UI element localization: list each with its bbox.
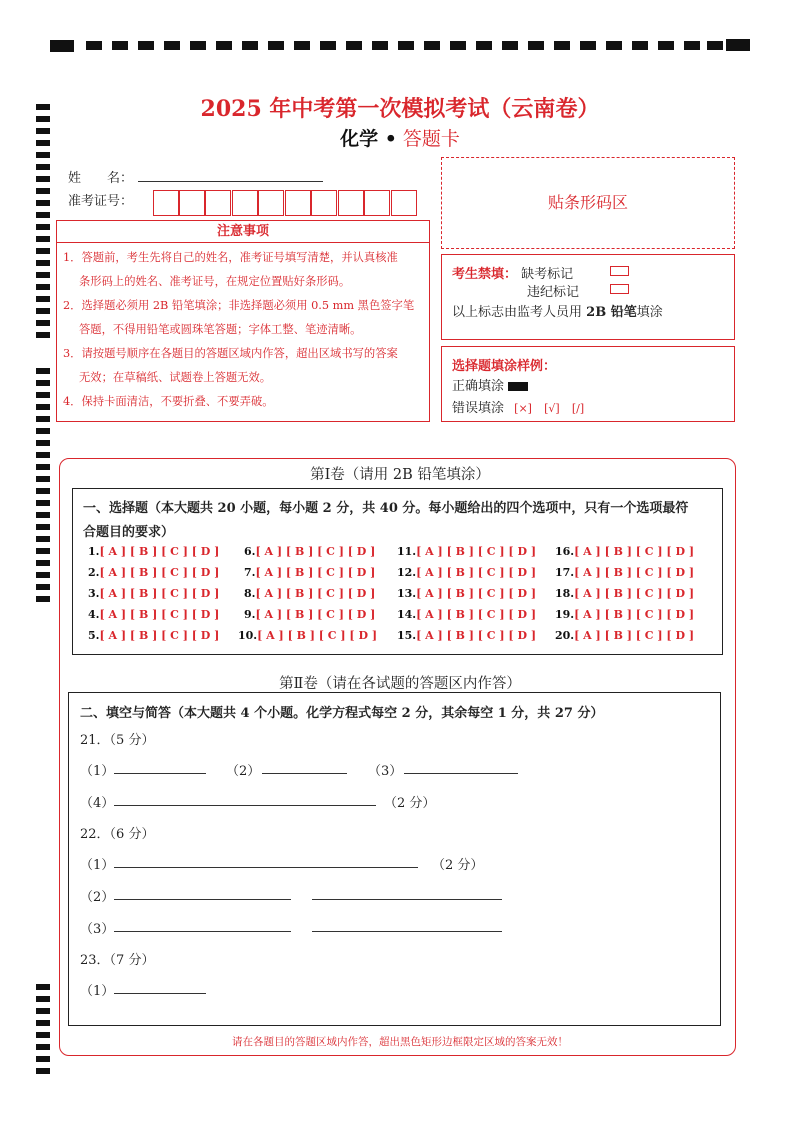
exam-id-label: 准考证号： — [68, 194, 134, 209]
q22-blank1-score: （2 分） — [432, 858, 484, 873]
question-row[interactable]: 2.[ A ] [ B ] [ C ] [ D ] — [88, 566, 220, 579]
q21-blank4[interactable] — [114, 805, 376, 806]
fill-section-desc: （本大题共 4 个小题。化学方程式每空 2 分，其余每空 1 分，共 27 分） — [171, 706, 604, 721]
answer-card-label: 答题卡 — [402, 128, 460, 150]
correct-fill-mark — [508, 382, 528, 391]
q22-blank3a[interactable] — [114, 931, 291, 932]
page-title: 2025 年中考第一次模拟考试（云南卷） — [200, 96, 600, 122]
wrong-mark: [√] — [544, 402, 560, 415]
q22-blank2b[interactable] — [312, 899, 502, 900]
violation-mark[interactable] — [610, 284, 629, 294]
question-row[interactable]: 8.[ A ] [ B ] [ C ] [ D ] — [244, 587, 376, 600]
forbidden-label: 考生禁填： — [452, 267, 518, 282]
name-label: 姓 名： — [68, 171, 134, 186]
part2-heading: 第Ⅱ卷（请在各试题的答题区内作答） — [279, 676, 521, 692]
question-row[interactable]: 10.[ A ] [ B ] [ C ] [ D ] — [238, 629, 378, 642]
choice-section-desc: （本大题共 20 小题，每小题 2 分，共 40 分。每小题给出的四个选项中，只有一个选项最符 — [148, 501, 689, 516]
notice-item: 无效；在草稿纸、试题卷上答题无效。 — [79, 371, 272, 384]
q22-blank2-label: （2） — [80, 890, 115, 905]
q21-blank1[interactable] — [114, 773, 206, 774]
q22-blank3-label: （3） — [80, 922, 115, 937]
notice-item: 2．选择题必须用 2B 铅笔填涂；非选择题必须用 0.5 mm 黑色签字笔 — [63, 299, 415, 312]
barcode-area — [441, 157, 735, 249]
notice-title: 注意事项 — [57, 221, 429, 243]
choice-section-desc-2: 合题目的要求） — [83, 525, 175, 540]
q23-blank1-label: （1） — [80, 984, 115, 999]
wrong-mark: [×] — [514, 402, 532, 415]
notice-item: 条形码上的姓名、准考证号，在规定位置贴好条形码。 — [79, 275, 351, 288]
notice-box — [56, 220, 430, 422]
subject-label: 化学 • — [340, 128, 397, 150]
sample-label: 选择题填涂样例： — [452, 359, 557, 374]
name-input-line[interactable] — [138, 181, 323, 182]
q21-blank1-label: （1） — [80, 764, 115, 779]
question-row[interactable]: 17.[ A ] [ B ] [ C ] [ D ] — [555, 566, 695, 579]
wrong-mark: [/] — [571, 402, 585, 415]
page-subtitle — [0, 124, 800, 151]
q22-blank3b[interactable] — [312, 931, 502, 932]
q22-label: 22．（6 分） — [80, 827, 155, 842]
question-row[interactable]: 12.[ A ] [ B ] [ C ] [ D ] — [397, 566, 537, 579]
choice-section-title: 一、选择题 — [83, 501, 149, 516]
question-row[interactable]: 15.[ A ] [ B ] [ C ] [ D ] — [397, 629, 537, 642]
question-row[interactable]: 3.[ A ] [ B ] [ C ] [ D ] — [88, 587, 220, 600]
q23-label: 23．（7 分） — [80, 953, 155, 968]
q22-blank2a[interactable] — [114, 899, 291, 900]
question-row[interactable]: 7.[ A ] [ B ] [ C ] [ D ] — [244, 566, 376, 579]
q23-blank1[interactable] — [114, 993, 206, 994]
question-row[interactable]: 18.[ A ] [ B ] [ C ] [ D ] — [555, 587, 695, 600]
q21-blank2[interactable] — [262, 773, 347, 774]
notice-item: 1．答题前，考生先将自己的姓名，准考证号填写清楚，并认真核准 — [63, 251, 398, 264]
forbidden-note: 以上标志由监考人员用 2B 铅笔填涂 — [452, 305, 663, 320]
part1-heading: 第Ⅰ卷（请用 2B 铅笔填涂） — [310, 467, 490, 483]
question-row[interactable]: 20.[ A ] [ B ] [ C ] [ D ] — [555, 629, 695, 642]
question-row[interactable]: 9.[ A ] [ B ] [ C ] [ D ] — [244, 608, 376, 621]
fill-section-title: 二、填空与简答 — [80, 706, 172, 721]
notice-item: 4．保持卡面清洁，不要折叠、不要弄破。 — [63, 395, 274, 408]
question-row[interactable]: 16.[ A ] [ B ] [ C ] [ D ] — [555, 545, 695, 558]
question-row[interactable]: 14.[ A ] [ B ] [ C ] [ D ] — [397, 608, 537, 621]
question-row[interactable]: 13.[ A ] [ B ] [ C ] [ D ] — [397, 587, 537, 600]
barcode-label: 贴条形码区 — [547, 193, 628, 212]
notice-item: 答题，不得用铅笔或圆珠笔答题；字体工整、笔迹清晰。 — [79, 323, 362, 336]
q21-blank2-label: （2） — [226, 764, 261, 779]
correct-fill-label: 正确填涂 — [452, 379, 505, 394]
absent-label: 缺考标记 — [521, 267, 574, 282]
wrong-fill-label: 错误填涂 — [452, 401, 505, 416]
question-row[interactable]: 6.[ A ] [ B ] [ C ] [ D ] — [244, 545, 376, 558]
question-row[interactable]: 1.[ A ] [ B ] [ C ] [ D ] — [88, 545, 220, 558]
fill-sample-box — [441, 346, 735, 422]
forbidden-box — [441, 254, 735, 340]
question-row[interactable]: 11.[ A ] [ B ] [ C ] [ D ] — [397, 545, 537, 558]
q21-blank3[interactable] — [404, 773, 518, 774]
fill-section-box — [68, 692, 721, 1026]
q21-blank3-label: （3） — [368, 764, 403, 779]
question-row[interactable]: 19.[ A ] [ B ] [ C ] [ D ] — [555, 608, 695, 621]
q21-label: 21．（5 分） — [80, 733, 155, 748]
q21-blank4-label: （4） — [80, 796, 115, 811]
question-row[interactable]: 4.[ A ] [ B ] [ C ] [ D ] — [88, 608, 220, 621]
notice-item: 3．请按题号顺序在各题目的答题区域内作答，超出区域书写的答案 — [63, 347, 398, 360]
q22-blank1-label: （1） — [80, 858, 115, 873]
q22-blank1[interactable] — [114, 867, 418, 868]
absent-mark[interactable] — [610, 266, 629, 276]
footer-warning: 请在各题目的答题区域内作答，超出黑色矩形边框限定区域的答案无效！ — [232, 1036, 568, 1048]
question-row[interactable]: 5.[ A ] [ B ] [ C ] [ D ] — [88, 629, 220, 642]
q21-blank4-score: （2 分） — [384, 796, 436, 811]
violation-label: 违纪标记 — [527, 285, 580, 300]
